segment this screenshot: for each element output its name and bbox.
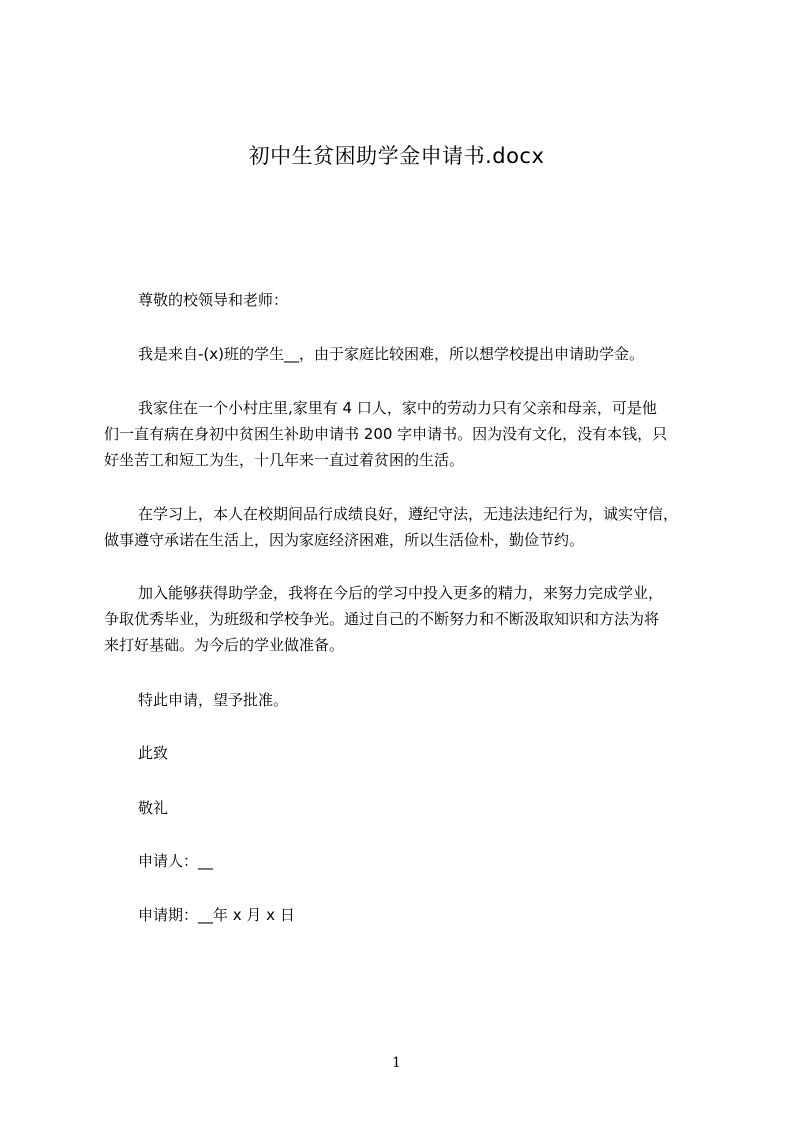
paragraph-2-line-1: 我家住在一个小村庄里,家里有 4 口人，家中的劳动力只有父亲和母亲，可是他 xyxy=(138,399,657,417)
document-title: 初中生贫困助学金申请书.docx xyxy=(248,144,545,168)
paragraph-4 xyxy=(104,580,704,658)
closing-request: 特此申请，望予批准。 xyxy=(138,691,289,709)
closing-respect: 敬礼 xyxy=(138,799,169,817)
page-number: 1 xyxy=(392,1055,401,1071)
paragraph-2 xyxy=(104,395,704,473)
paragraph-3-line-2: 做事遵守承诺在生活上，因为家庭经济困难，所以生活俭朴，勤俭节约。 xyxy=(104,531,585,549)
applicant-line: 申请人：__ xyxy=(138,852,214,870)
paragraph-2-line-3: 好坐苦工和短工为生，十几年来一直过着贫困的生活。 xyxy=(104,451,465,469)
paragraph-3 xyxy=(104,501,704,553)
paragraph-4-line-2: 争取优秀毕业，为班级和学校争光。通过自己的不断努力和不断汲取知识和方法为将 xyxy=(104,610,660,628)
paragraph-4-line-1: 加入能够获得助学金，我将在今后的学习中投入更多的精力，来努力完成学业， xyxy=(138,584,664,602)
paragraph-1: 我是来自-(x)班的学生__，由于家庭比较困难，所以想学校提出申请助学金。 xyxy=(138,345,644,363)
paragraph-2-line-2: 们一直有病在身初中贫困生补助申请书 200 字申请书。因为没有文化，没有本钱，只 xyxy=(104,425,668,443)
paragraph-4-line-3: 来打好基础。为今后的学业做准备。 xyxy=(104,636,345,654)
paragraph-3-line-1: 在学习上，本人在校期间品行成绩良好，遵纪守法，无违法违纪行为，诚实守信， xyxy=(138,505,679,523)
salutation: 尊敬的校领导和老师： xyxy=(138,291,289,309)
closing-salute: 此致 xyxy=(138,744,169,762)
date-line: 申请期：__年 x 月 x 日 xyxy=(138,906,295,924)
